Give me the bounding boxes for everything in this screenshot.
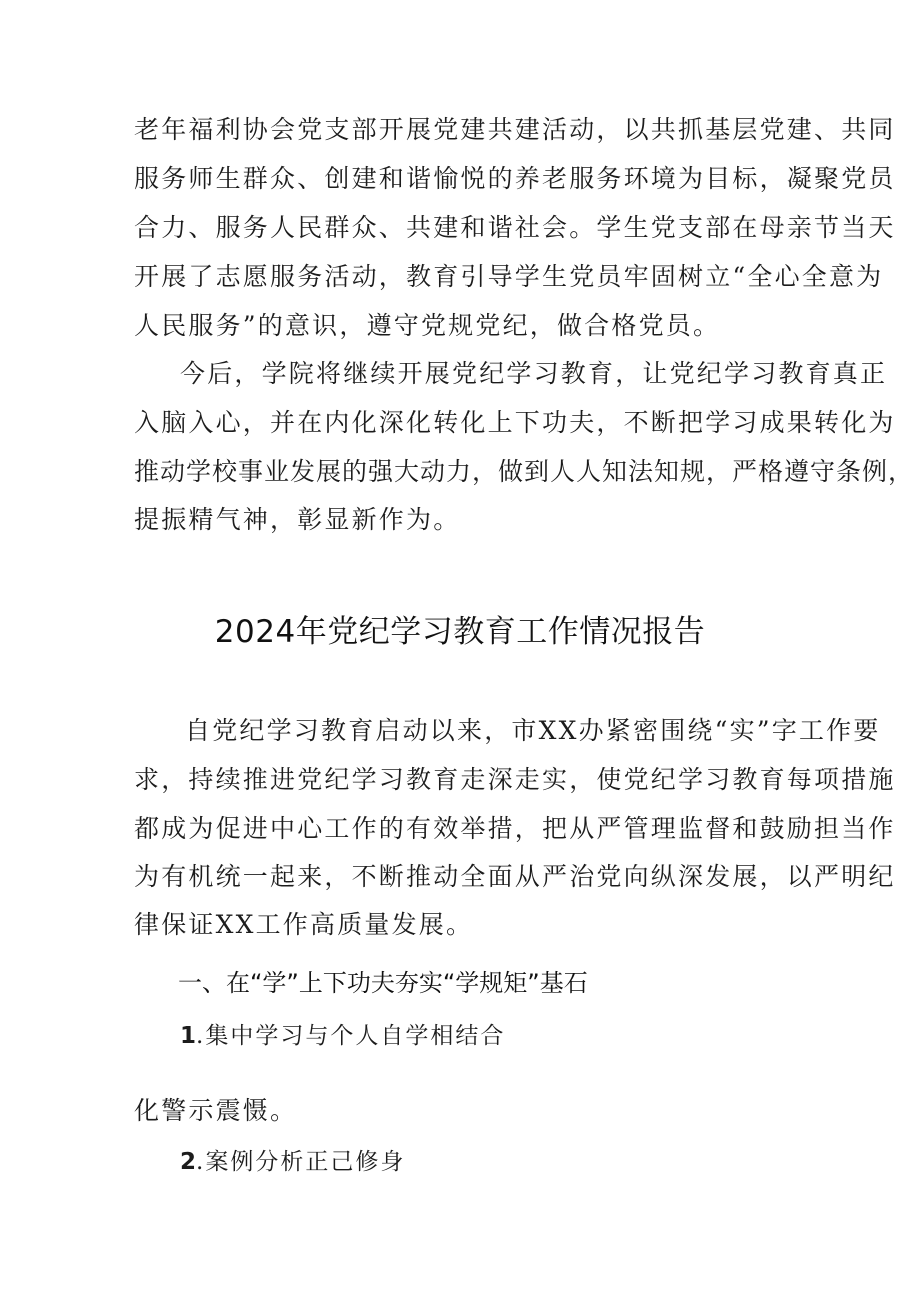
intro-line: 求，持续推进党纪学习教育走深走实，使党纪学习教育每项措施 (134, 765, 896, 794)
intro-line: 为有机统一起来，不断推动全面从严治党向纵深发展，以严明纪 (134, 862, 896, 891)
intro-line: 都成为促进中心工作的有效举措，把从严管理监督和鼓励担当作 (134, 814, 896, 843)
item-number: 1 (180, 1023, 197, 1049)
intro-line: 律保证XX工作高质量发展。 (134, 910, 474, 939)
section-heading: 一、在“学”上下功夫夯实“学规矩”基石 (178, 969, 588, 997)
paragraph-line: 服务师生群众、创建和谐愉悦的养老服务环境为目标，凝聚党员 (134, 164, 896, 193)
paragraph-line: 提振精气神，彰显新作为。 (134, 505, 461, 534)
paragraph-line: 合力、服务人民群众、共建和谐社会。学生党支部在母亲节当天 (134, 213, 896, 242)
paragraph-line: 推动学校事业发展的强大动力，做到人人知法知规，严格遵守条例， (134, 457, 915, 486)
paragraph-line: 今后，学院将继续开展党纪学习教育，让党纪学习教育真正 (180, 359, 888, 388)
list-item-2 (180, 1145, 405, 1179)
item-number: 2 (180, 1149, 197, 1175)
paragraph-line: 开展了志愿服务活动，教育引导学生党员牢固树立“全心全意为 (134, 262, 884, 291)
intro-line: 自党纪学习教育启动以来，市XX办紧密围绕“实”字工作要 (185, 716, 881, 745)
fragment-line: 化警示震慑。 (134, 1096, 298, 1125)
paragraph-line: 入脑入心，并在内化深化转化上下功夫，不断把学习成果转化为 (134, 408, 896, 437)
list-item-1 (180, 1019, 505, 1053)
item-text: .案例分析正己修身 (196, 1149, 406, 1175)
paragraph-line: 人民服务”的意识，遵守党规党纪，做合格党员。 (134, 311, 721, 340)
paragraph-line: 老年福利协会党支部开展党建共建活动，以共抓基层党建、共同 (134, 115, 896, 144)
item-text: .集中学习与个人自学相结合 (196, 1023, 506, 1049)
report-title: 2024年党纪学习教育工作情况报告 (214, 614, 706, 650)
